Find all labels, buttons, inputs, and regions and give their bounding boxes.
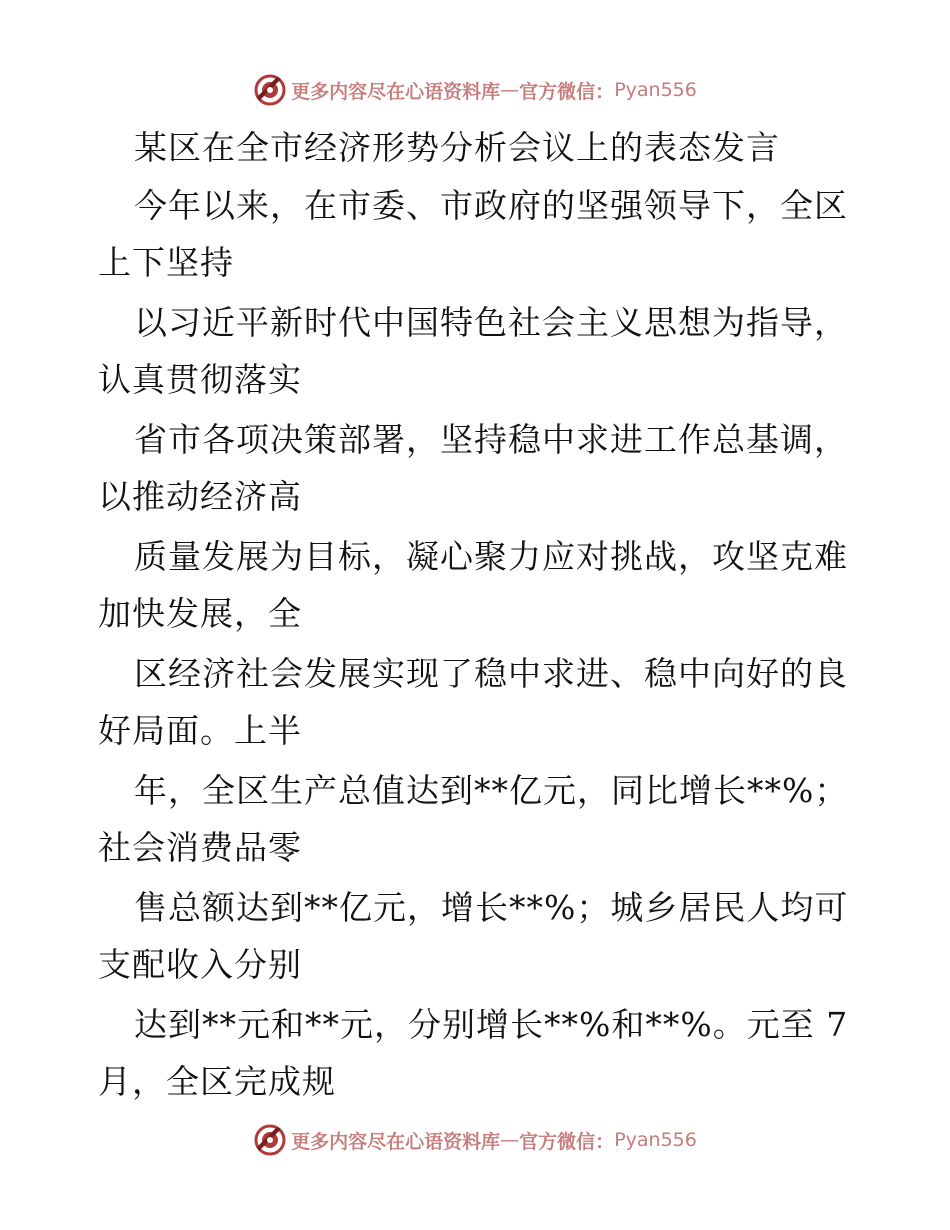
paragraph-line: 售总额达到**亿元，增长**%；城乡居民人均可: [134, 888, 849, 927]
paragraph-line: 加快发展，全: [98, 594, 302, 633]
paragraph-line: 以习近平新时代中国特色社会主义思想为指导，: [134, 303, 848, 342]
paragraph-line: 支配收入分别: [98, 945, 302, 984]
quill-seal-icon: [253, 1123, 287, 1157]
watermark-id: Pyan556: [614, 79, 697, 101]
watermark-main-text: 更多内容尽在心语资料库: [291, 80, 501, 103]
watermark-separator: —: [500, 79, 520, 101]
watermark-label: 官方微信：: [519, 1130, 615, 1153]
paragraph-line: 达到**元和**元，分别增长**%和**%。元至 7: [134, 1005, 849, 1044]
document-title: 某区在全市经济形势分析会议上的表态发言: [134, 128, 780, 167]
paragraph-line: 上下坚持: [98, 243, 234, 282]
paragraph-line: 好局面。上半: [98, 711, 302, 750]
watermark-separator: —: [500, 1129, 520, 1151]
paragraph-line: 年，全区生产总值达到**亿元，同比增长**%；: [134, 771, 849, 810]
paragraph-line: 质量发展为目标，凝心聚力应对挑战，攻坚克难: [134, 537, 848, 576]
quill-seal-icon: [253, 73, 287, 107]
watermark-id: Pyan556: [614, 1129, 697, 1151]
paragraph-line: 区经济社会发展实现了稳中求进、稳中向好的良: [134, 654, 848, 693]
paragraph-line: 省市各项决策部署，坚持稳中求进工作总基调，: [134, 420, 848, 459]
paragraph-line: 月，全区完成规: [98, 1062, 336, 1101]
watermark-label: 官方微信：: [519, 80, 615, 103]
header-watermark: [0, 70, 950, 110]
footer-watermark: [0, 1120, 950, 1160]
paragraph-line: 认真贯彻落实: [98, 360, 302, 399]
paragraph-line: 今年以来，在市委、市政府的坚强领导下，全区: [134, 186, 848, 225]
paragraph-line: 社会消费品零: [98, 828, 302, 867]
paragraph-line: 以推动经济高: [98, 477, 302, 516]
watermark-main-text: 更多内容尽在心语资料库: [291, 1130, 501, 1153]
